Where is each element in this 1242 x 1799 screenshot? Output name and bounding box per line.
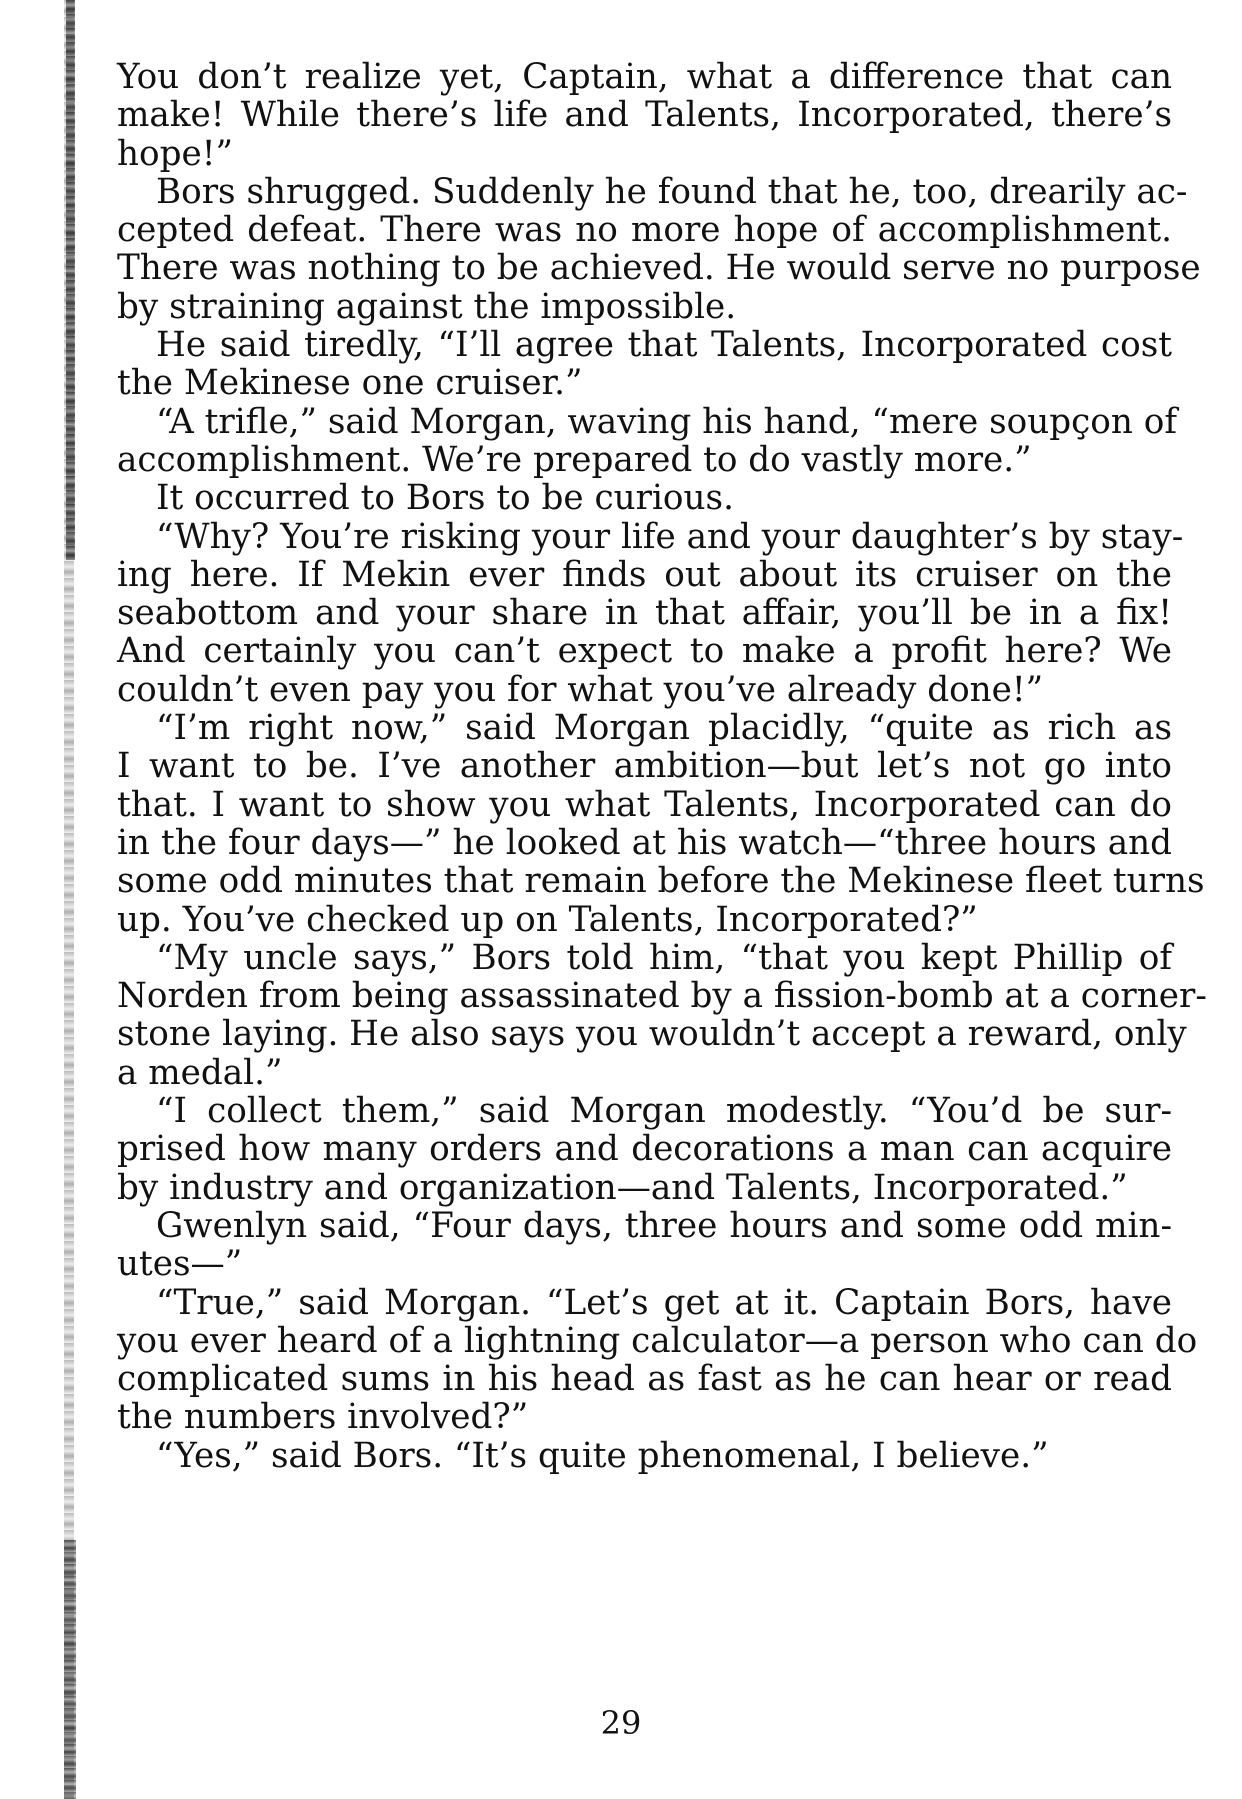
text-line: Bors shrugged. Suddenly he found that he, too, drearily ac- [156,171,1188,212]
text-line: couldn’t even pay you for what you’ve already done!” [117,669,1044,710]
paragraph [78,1437,1172,1475]
text-line: that. I want to show you what Talents, Incorporated can do [117,784,1172,825]
text-line: hope!” [117,133,233,174]
paragraph [78,479,1172,517]
page-gutter-shadow [0,0,75,1799]
text-line: by straining against the impossible. [117,286,737,327]
text-line: “I’m right now,” said Morgan placidly, “quite as rich as [156,708,1172,749]
text-line: “Yes,” said Bors. “It’s quite phenomenal, I believe.” [156,1435,1049,1476]
paragraph [78,171,1201,327]
text-line: There was nothing to be achieved. He would serve no purpose [117,248,1201,289]
text-line: You don’t realize yet, Captain, what a difference that can [117,57,1172,97]
text-line: by industry and organization—and Talents, Incorporated.” [117,1167,1128,1208]
text-line: “My uncle says,” Bors told him, “that you kept Phillip of [156,937,1172,978]
text-line: ing here. If Mekin ever finds out about its cruiser on the [117,554,1172,595]
text-line: Gwenlyn said, “Four days, three hours and some odd min- [156,1205,1172,1246]
text-line: “A trifle,” said Morgan, waving his hand, “mere soupçon of [156,401,1177,442]
text-line: you ever heard of a lightning calculator—a person who can do [117,1320,1198,1361]
text-line: accomplishment. We’re prepared to do vastly more.” [117,439,1032,480]
text-line: And certainly you can’t expect to make a profit here? We [117,631,1172,672]
text-line: in the four days—” he looked at his watch—“three hours and [117,822,1172,863]
paragraph [78,937,1207,1093]
binding-streak-bottom [64,1540,76,1799]
text-line: prised how many orders and decorations a man can acquire [117,1129,1172,1170]
body-text [78,57,1207,1476]
text-line: the numbers involved?” [117,1397,529,1438]
text-line: make! While there’s life and Talents, Incorporated, there’s [117,95,1172,136]
text-line: seabottom and your share in that affair, you’ll be in a fix! [117,593,1172,634]
text-line: the Mekinese one cruiser.” [117,363,583,404]
text-line: “Why? You’re risking your life and your daughter’s by stay- [156,516,1184,557]
paragraph [78,708,1205,940]
binding-streak [64,0,74,1799]
text-line: Norden from being assassinated by a fission-bomb at a corner- [117,976,1207,1017]
text-line: cepted defeat. There was no more hope of accomplishment. [117,210,1172,251]
text-line: It occurred to Bors to be curious. [156,478,734,519]
text-line: stone laying. He also says you wouldn’t accept a reward, only [117,1014,1187,1055]
text-line: complicated sums in his head as fast as he can hear or read [117,1359,1172,1400]
text-line: “I collect them,” said Morgan modestly. “You’d be sur- [156,1091,1172,1132]
text-line: I want to be. I’ve another ambition—but let’s not go into [117,746,1172,787]
paragraph [78,326,1172,403]
paragraph [78,1092,1172,1207]
paragraph [78,1282,1198,1438]
text-line: utes—” [117,1244,243,1285]
text-line: “True,” said Morgan. “Let’s get at it. Captain Bors, have [156,1282,1172,1323]
page-number: 29 [600,1704,642,1742]
text-line: up. You’ve checked up on Talents, Incorporated?” [117,899,978,940]
paragraph [78,1207,1172,1284]
text-line: He said tiredly, “I’ll agree that Talents, Incorporated cost [156,325,1172,366]
text-line: some odd minutes that remain before the Mekinese fleet turns [117,861,1205,902]
text-line: a medal.” [117,1052,283,1093]
paragraph [78,516,1184,710]
paragraph [78,58,1172,173]
paragraph [78,401,1177,480]
